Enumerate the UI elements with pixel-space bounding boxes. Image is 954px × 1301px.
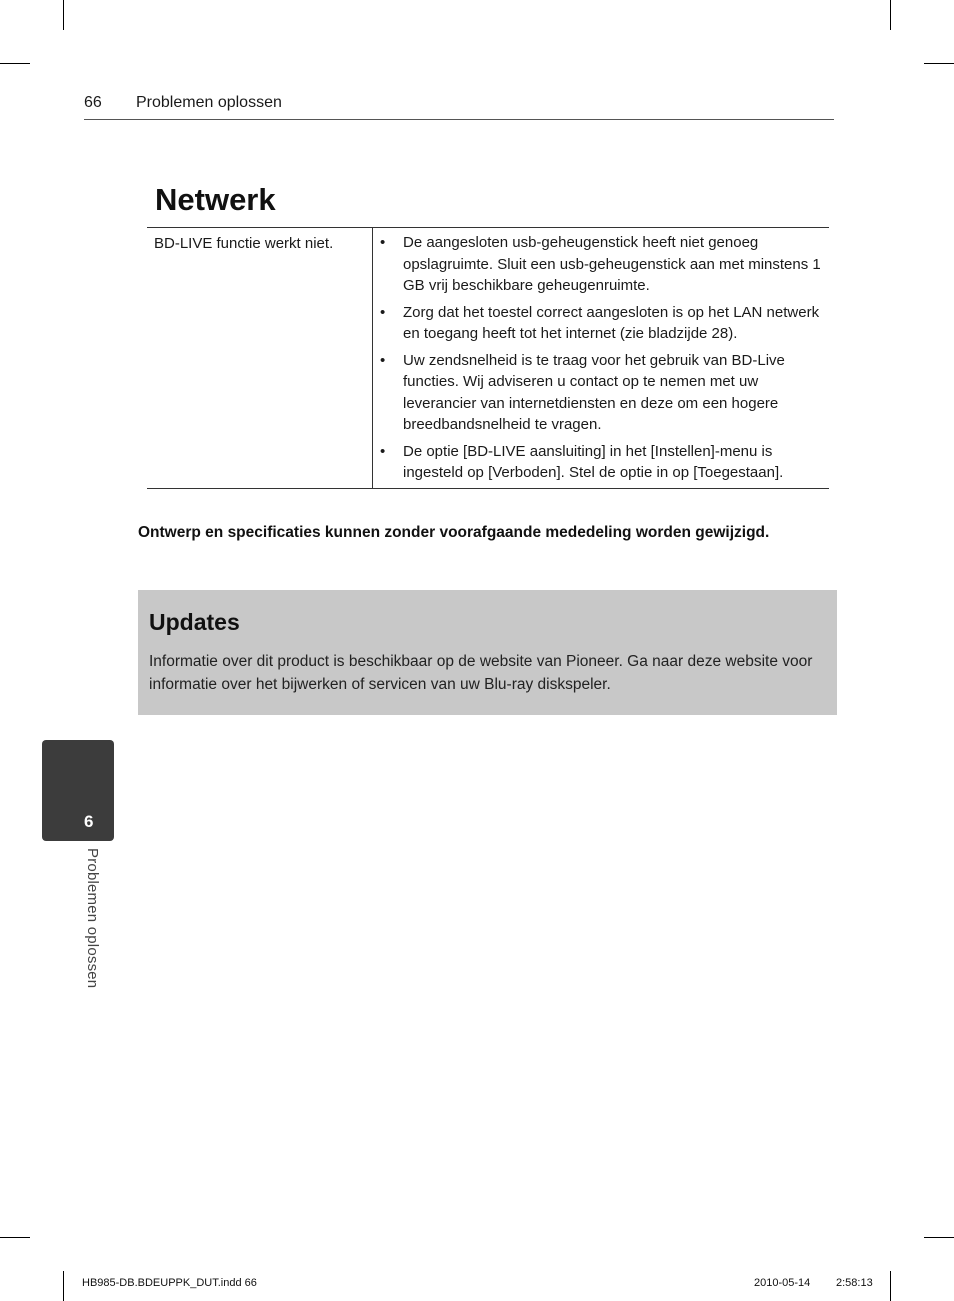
list-item bbox=[373, 232, 823, 297]
list-item bbox=[373, 350, 823, 436]
page-header bbox=[84, 92, 834, 120]
updates-text: Informatie over dit product is beschikbaar op de website van Pioneer. Ga naar deze website voor informatie over het bijwerken of servicen van uw Blu-ray diskspeler. bbox=[149, 653, 813, 693]
crop-mark bbox=[890, 0, 891, 30]
crop-mark bbox=[924, 1237, 954, 1238]
footer-file-name: HB985-DB.BDEUPPK_DUT.indd 66 bbox=[82, 1277, 257, 1289]
table-row bbox=[147, 228, 829, 489]
header-section-title: Problemen oplossen bbox=[136, 94, 282, 111]
bullet-icon: • bbox=[380, 442, 386, 460]
crop-mark bbox=[924, 63, 954, 64]
updates-title: Updates bbox=[149, 609, 240, 635]
troubleshooting-table bbox=[147, 227, 829, 489]
solution-text: De aangesloten usb-geheugenstick heeft niet genoeg opslagruimte. Sluit een usb-geheugenstick aan met minstens 1 GB vrij beschikbare geheugenruimte. bbox=[403, 234, 821, 294]
crop-mark bbox=[63, 1271, 64, 1301]
section-title: Netwerk bbox=[155, 182, 276, 217]
footer-time: 2:58:13 bbox=[836, 1277, 873, 1289]
bullet-icon: • bbox=[380, 351, 386, 369]
solution-text: De optie [BD-LIVE aansluiting] in het [Instellen]-menu is ingesteld op [Verboden]. Stel de optie in op [Toegestaan]. bbox=[403, 442, 784, 481]
solution-text: Uw zendsnelheid is te traag voor het gebruik van BD-Live functies. Wij adviseren u contact op te nemen met uw leverancier van internetdiensten en deze om een hogere breedbandsnelheid te vragen. bbox=[403, 351, 785, 433]
crop-mark bbox=[0, 63, 30, 64]
updates-box bbox=[138, 590, 837, 715]
solution-cell bbox=[373, 228, 830, 489]
crop-mark bbox=[890, 1271, 891, 1301]
list-item bbox=[373, 441, 823, 484]
crop-mark bbox=[0, 1237, 30, 1238]
problem-cell: BD-LIVE functie werkt niet. bbox=[147, 228, 373, 489]
chapter-label: Problemen oplossen bbox=[84, 848, 101, 989]
bullet-icon: • bbox=[380, 303, 386, 321]
solution-list bbox=[373, 232, 823, 484]
footer-date: 2010-05-14 bbox=[754, 1277, 811, 1289]
list-item bbox=[373, 302, 823, 345]
page-number: 66 bbox=[84, 94, 102, 111]
specification-notice: Ontwerp en specificaties kunnen zonder voorafgaande mededeling worden gewijzigd. bbox=[138, 524, 770, 541]
chapter-tab bbox=[42, 740, 114, 841]
bullet-icon: • bbox=[380, 234, 386, 251]
crop-mark bbox=[63, 0, 64, 30]
solution-text: Zorg dat het toestel correct aangesloten is op het LAN netwerk en toegang heeft tot het internet (zie bladzijde 28). bbox=[403, 303, 820, 342]
chapter-number: 6 bbox=[84, 812, 94, 831]
